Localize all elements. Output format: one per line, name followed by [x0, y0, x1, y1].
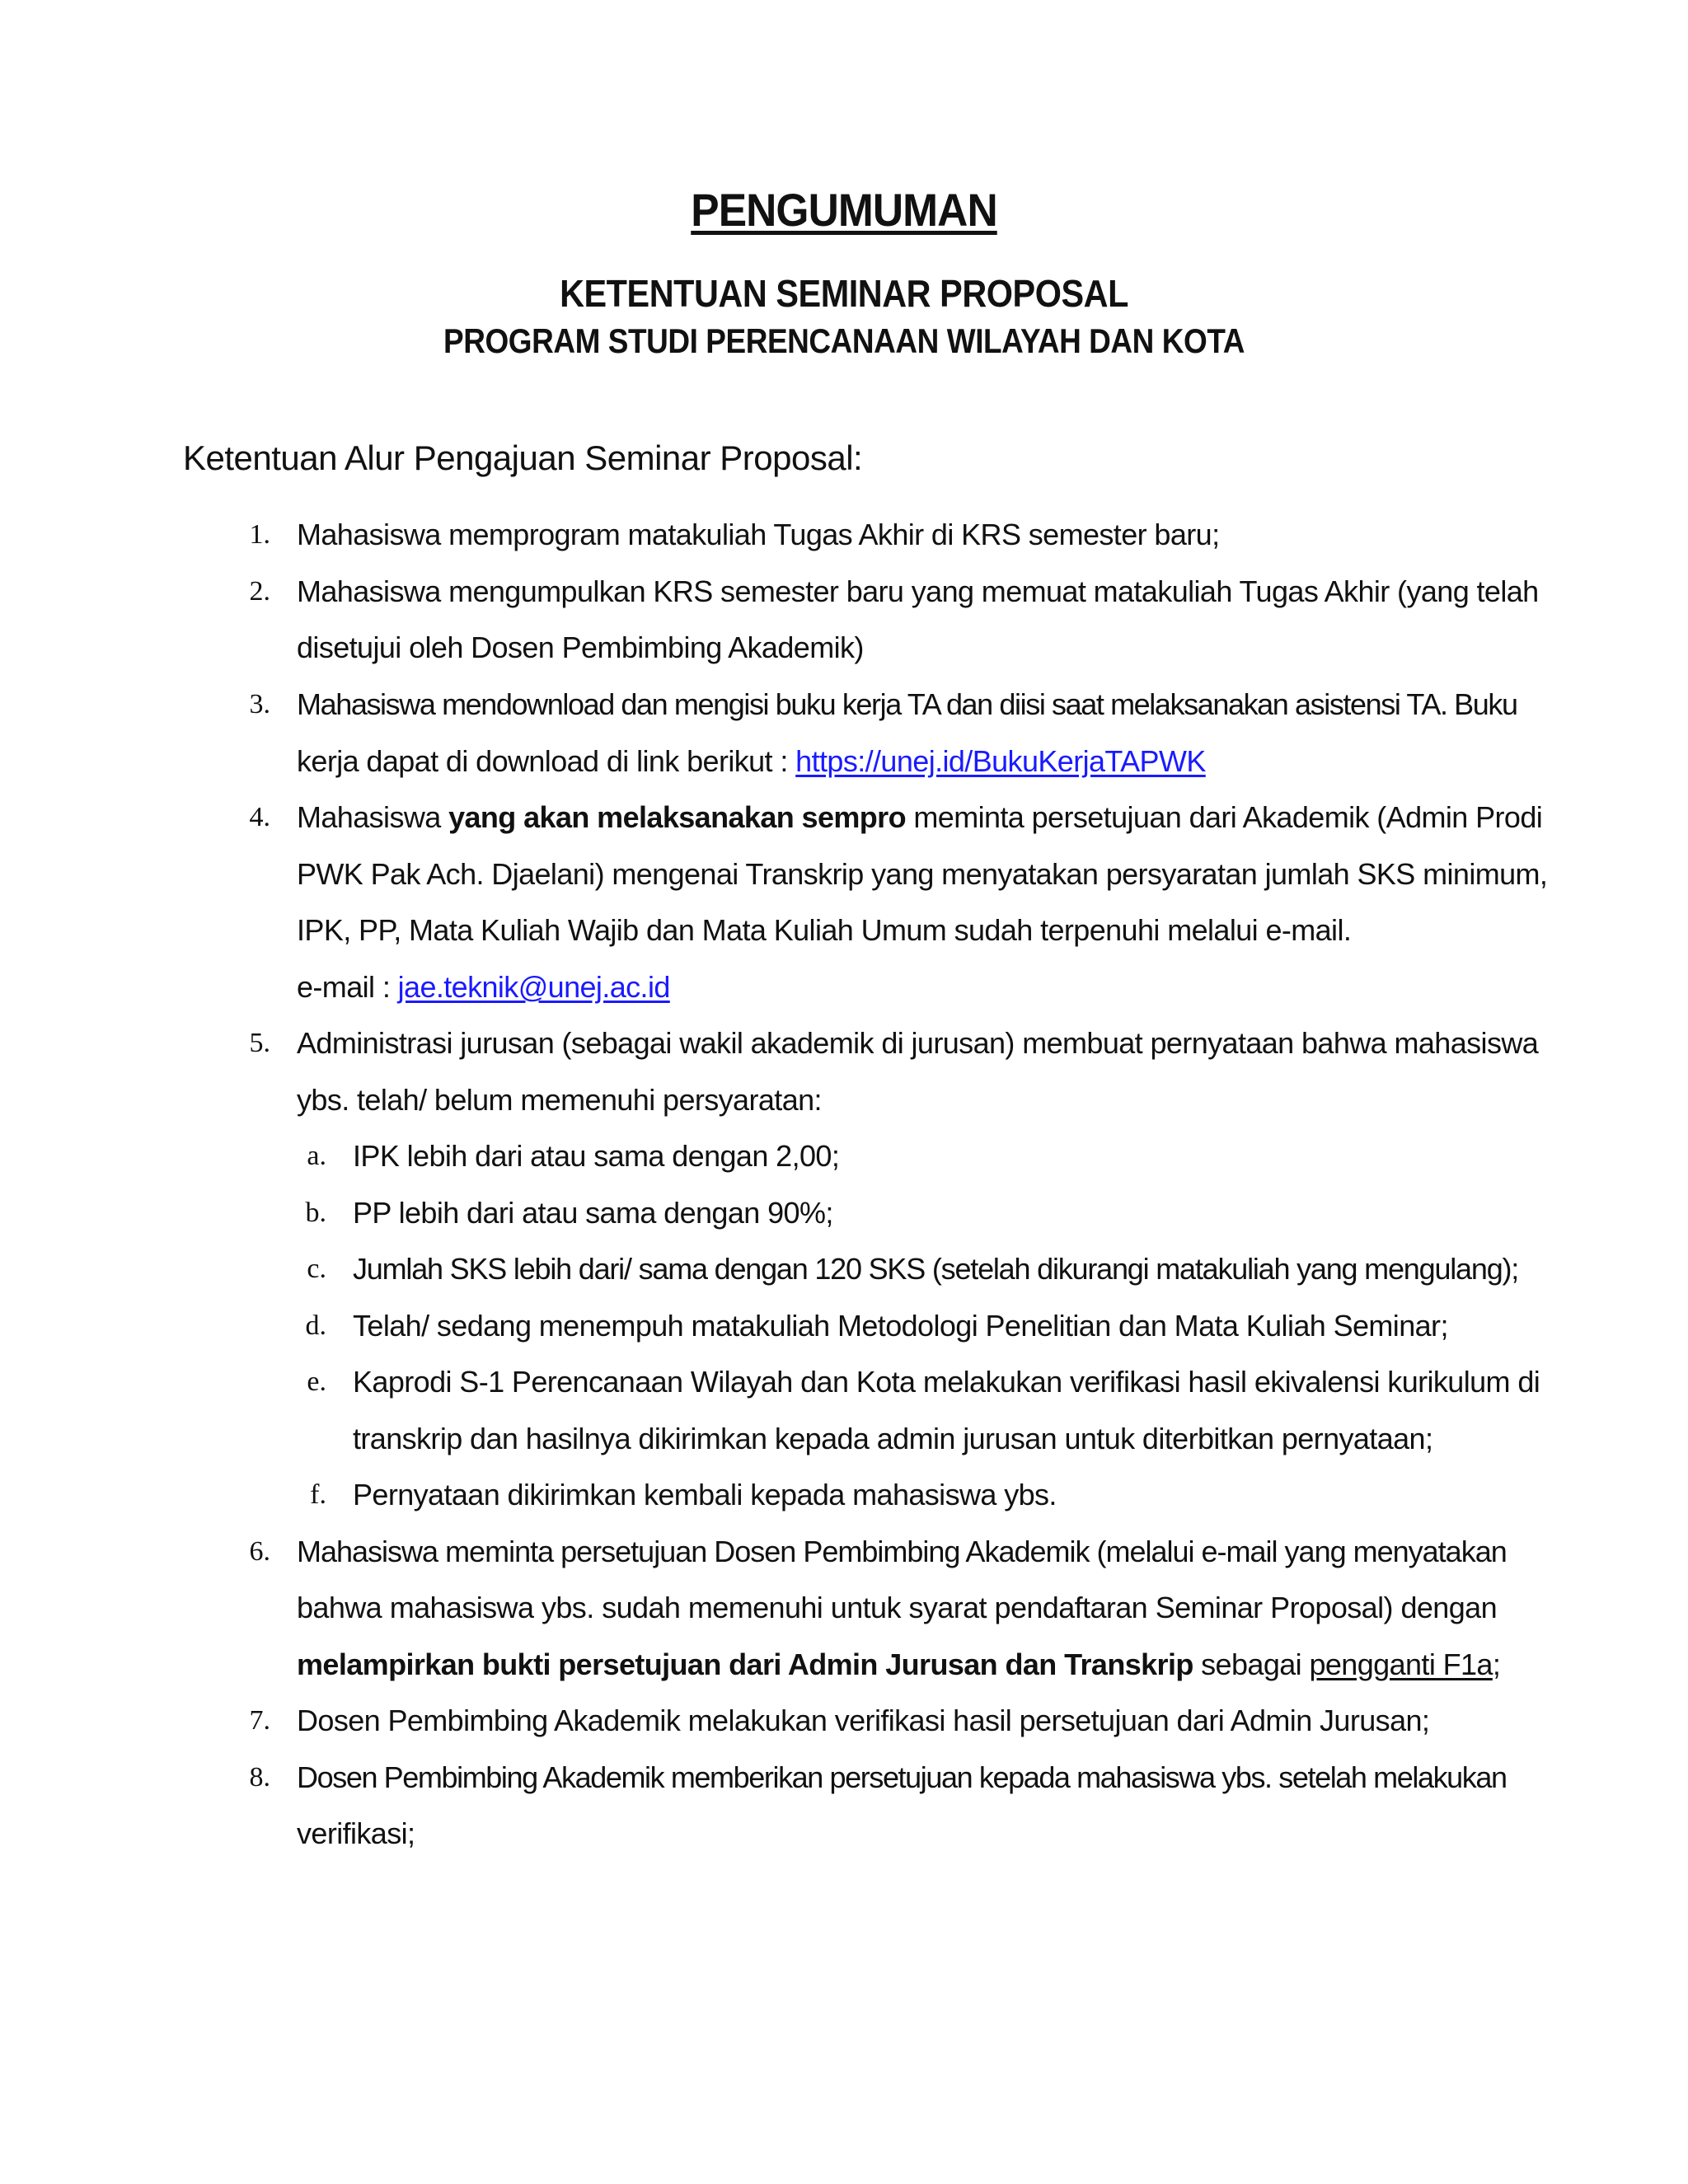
list-item-8-line: Dosen Pembimbing Akademik memberikan persetujuan kepada mahasiswa ybs. setelah melakukan — [297, 1760, 1507, 1794]
program-name: PROGRAM STUDI PERENCANAAN WILAYAH DAN KOTA — [443, 321, 1245, 360]
sub-list-letter: d. — [305, 1310, 326, 1341]
list-number: 1. — [249, 519, 270, 550]
sub-item-f: Pernyataan dikirimkan kembali kepada mahasiswa ybs. — [353, 1478, 1057, 1511]
list-item-5-line: ybs. telah/ belum memenuhi persyaratan: — [297, 1083, 822, 1117]
list-item-4-line: IPK, PP, Mata Kuliah Wajib dan Mata Kuliah Umum sudah terpenuhi melalui e-mail. — [297, 913, 1352, 947]
list-item-6-line: bahwa mahasiswa ybs. sudah memenuhi untuk syarat pendaftaran Seminar Proposal) dengan — [297, 1591, 1497, 1624]
list-number: 7. — [249, 1705, 270, 1736]
sub-item-c: Jumlah SKS lebih dari/ sama dengan 120 SKS (setelah dikurangi matakuliah yang mengulang); — [353, 1252, 1519, 1286]
list-item-6-line — [297, 1647, 1500, 1683]
sub-item-d: Telah/ sedang menempuh matakuliah Metodologi Penelitian dan Mata Kuliah Seminar; — [353, 1309, 1448, 1343]
list-item-text: meminta persetujuan dari Akademik (Admin Prodi — [905, 800, 1543, 834]
list-item-4-line — [297, 799, 1543, 836]
sub-item-e: transkrip dan hasilnya dikirimkan kepada admin jurusan untuk diterbitkan pernyataan; — [353, 1422, 1433, 1455]
list-item-text: sebagai — [1193, 1647, 1310, 1681]
list-number: 5. — [249, 1028, 270, 1058]
list-item-2-line: Mahasiswa mengumpulkan KRS semester baru yang memuat matakuliah Tugas Akhir (yang telah — [297, 574, 1539, 608]
list-item-text: kerja dapat di download di link berikut : — [297, 744, 796, 778]
document-subtitle: KETENTUAN SEMINAR PROPOSAL — [560, 272, 1128, 315]
list-number: 6. — [249, 1536, 270, 1567]
list-number: 2. — [249, 576, 270, 607]
sub-list-letter: b. — [305, 1197, 326, 1228]
sub-list-letter: e. — [307, 1366, 326, 1397]
list-item-1-line: Mahasiswa memprogram matakuliah Tugas Akhir di KRS semester baru; — [297, 518, 1220, 551]
list-item-8-line: verifikasi; — [297, 1816, 415, 1850]
underlined-text: pengganti F1a — [1309, 1647, 1493, 1681]
sub-list-letter: a. — [307, 1141, 326, 1171]
list-number: 3. — [249, 689, 270, 719]
list-item-3-line — [297, 743, 1206, 780]
sub-item-a: IPK lebih dari atau sama dengan 2,00; — [353, 1139, 840, 1173]
list-item-5-line: Administrasi jurusan (sebagai wakil akademik di jurusan) membuat pernyataan bahwa mahasiswa — [297, 1026, 1539, 1060]
section-heading: Ketentuan Alur Pengajuan Seminar Proposal: — [183, 438, 863, 477]
list-number: 4. — [249, 802, 270, 832]
list-number: 8. — [249, 1762, 270, 1793]
emphasis-text: melampirkan bukti persetujuan dari Admin Jurusan dan Transkrip — [297, 1647, 1193, 1681]
list-item-4-line — [297, 969, 670, 1005]
emphasis-text: yang akan melaksanakan sempro — [448, 800, 906, 834]
list-item-7-line: Dosen Pembimbing Akademik melakukan verifikasi hasil persetujuan dari Admin Jurusan; — [297, 1704, 1430, 1737]
sub-list-letter: f. — [310, 1479, 326, 1510]
sub-item-b: PP lebih dari atau sama dengan 90%; — [353, 1196, 833, 1230]
list-item-text: e-mail : — [297, 970, 398, 1004]
list-item-3-line: Mahasiswa mendownload dan mengisi buku kerja TA dan diisi saat melaksanakan asistensi TA. Buku — [297, 687, 1517, 721]
list-item-2-line: disetujui oleh Dosen Pembimbing Akademik) — [297, 630, 864, 664]
page-title: PENGUMUMAN — [691, 184, 997, 236]
email-link[interactable]: jae.teknik@unej.ac.id — [397, 970, 670, 1004]
list-item-4-line: PWK Pak Ach. Djaelani) mengenai Transkrip yang menyatakan persyaratan jumlah SKS minimum, — [297, 857, 1548, 891]
sub-item-e: Kaprodi S-1 Perencanaan Wilayah dan Kota melakukan verifikasi hasil ekivalensi kurikulum di — [353, 1365, 1540, 1399]
sub-list-letter: c. — [307, 1254, 326, 1284]
list-item-text: ; — [1492, 1647, 1501, 1681]
list-item-6-line: Mahasiswa meminta persetujuan Dosen Pembimbing Akademik (melalui e-mail yang menyatakan — [297, 1535, 1507, 1568]
list-item-text: Mahasiswa — [297, 800, 449, 834]
buku-kerja-link[interactable]: https://unej.id/BukuKerjaTAPWK — [795, 744, 1206, 778]
